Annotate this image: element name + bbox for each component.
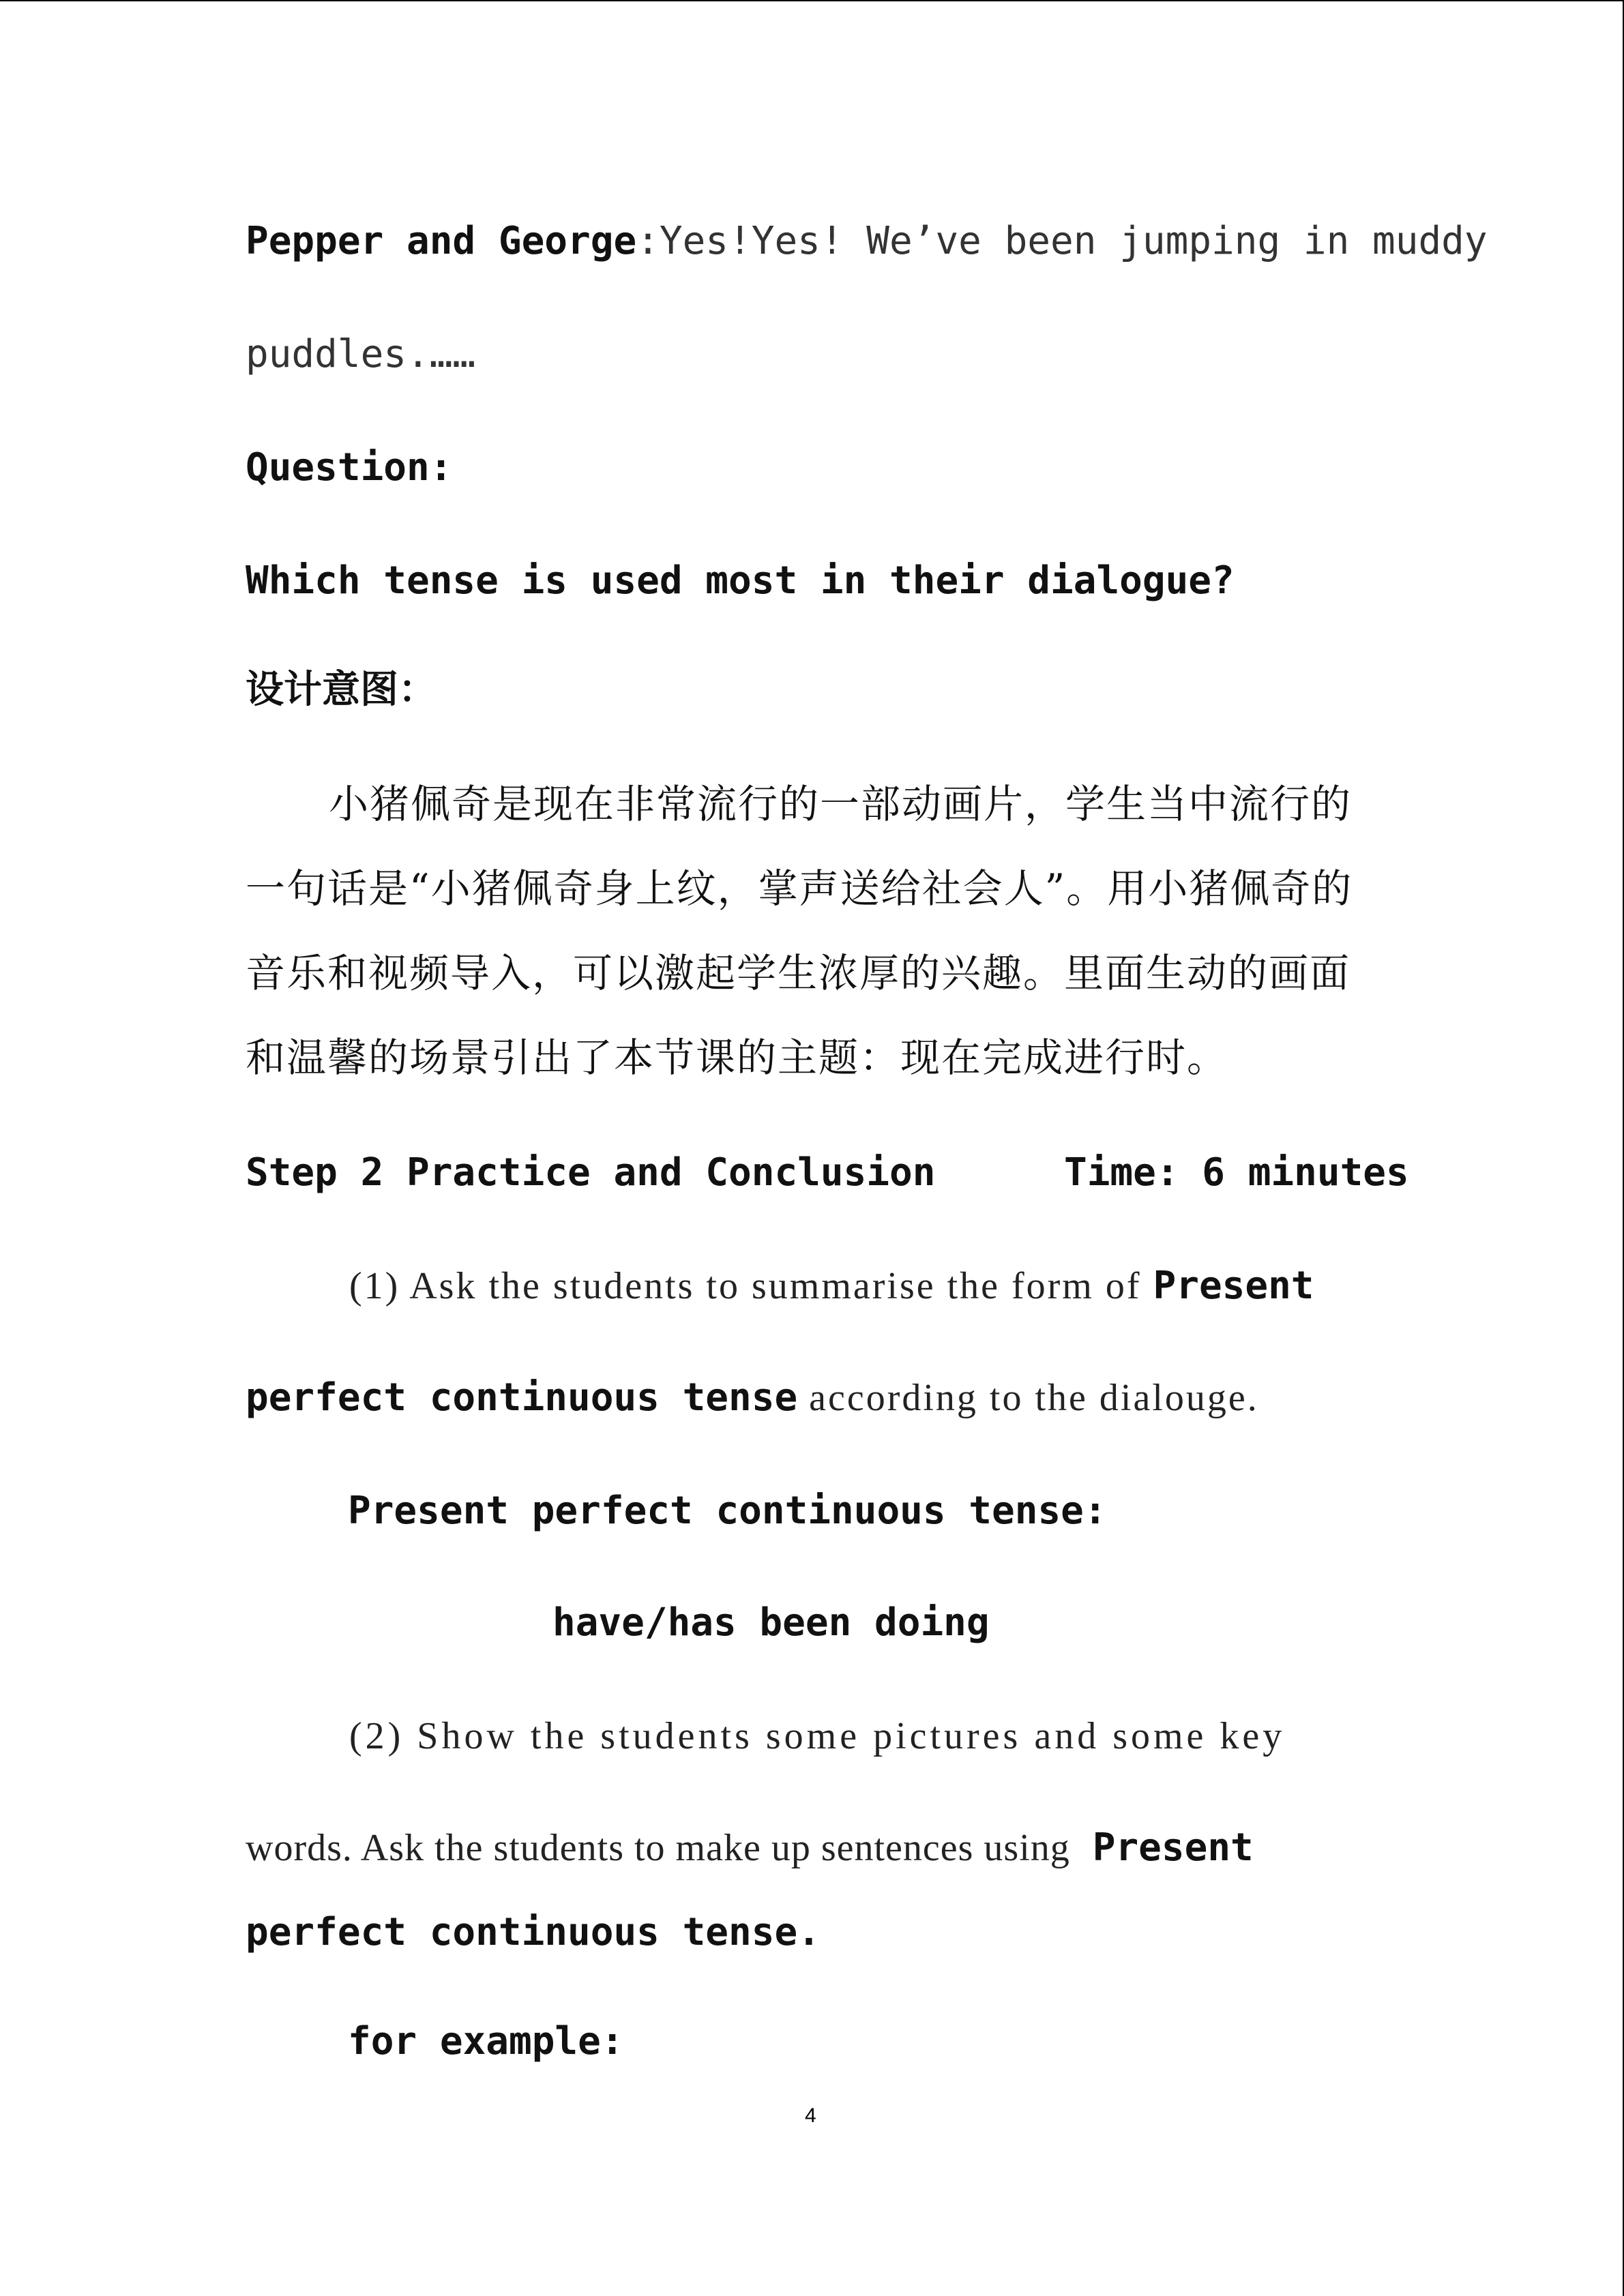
item-1-text-end: according to the dialouge.	[797, 1377, 1259, 1419]
dialogue-speaker: Pepper and George	[246, 219, 637, 263]
design-paragraph-line-2: 一句话是“小猪佩奇身上纹，掌声送给社会人”。用小猪佩奇的	[246, 865, 1353, 912]
item-1-line-1	[349, 1264, 1314, 1308]
page-number: 4	[805, 2104, 816, 2127]
step-title: Step 2 Practice and Conclusion	[246, 1150, 936, 1195]
item-1-text: (1) Ask the students to summarise the form of	[349, 1265, 1153, 1307]
item-2-term-start: Present	[1092, 1825, 1254, 1870]
item-1-term-end: perfect continuous tense	[246, 1375, 798, 1420]
item-2-line-2	[246, 1825, 1254, 1870]
design-paragraph-line-1: 小猪佩奇是现在非常流行的一部动画片，学生当中流行的	[329, 781, 1353, 827]
item-2-term-end: perfect continuous tense.	[246, 1910, 821, 1954]
question-label: Question:	[246, 445, 453, 490]
design-paragraph-line-3: 音乐和视频导入，可以激起学生浓厚的兴趣。里面生动的画面	[246, 950, 1351, 996]
item-1-line-2	[246, 1375, 1259, 1420]
design-intent-heading: 设计意图：	[246, 668, 437, 712]
step-time: Time: 6 minutes	[1064, 1150, 1409, 1195]
dialogue-continuation: puddles.……	[246, 332, 476, 376]
design-paragraph-line-4: 和温馨的场景引出了本节课的主题：现在完成进行时。	[246, 1034, 1228, 1081]
item-1-term-start: Present	[1153, 1264, 1314, 1308]
dialogue-line	[246, 219, 1488, 263]
item-2-text: words. Ask the students to make up sentences using	[246, 1827, 1080, 1869]
formula-label: Present perfect continuous tense:	[348, 1489, 1107, 1533]
dialogue-text: :Yes!Yes! We’ve been jumping in muddy	[636, 219, 1488, 263]
example-label: for example:	[348, 2019, 624, 2063]
item-2-line-1: (2) Show the students some pictures and some key	[349, 1715, 1286, 1757]
formula: have/has been doing	[552, 1600, 990, 1645]
question-text: Which tense is used most in their dialogue?	[246, 558, 1235, 603]
